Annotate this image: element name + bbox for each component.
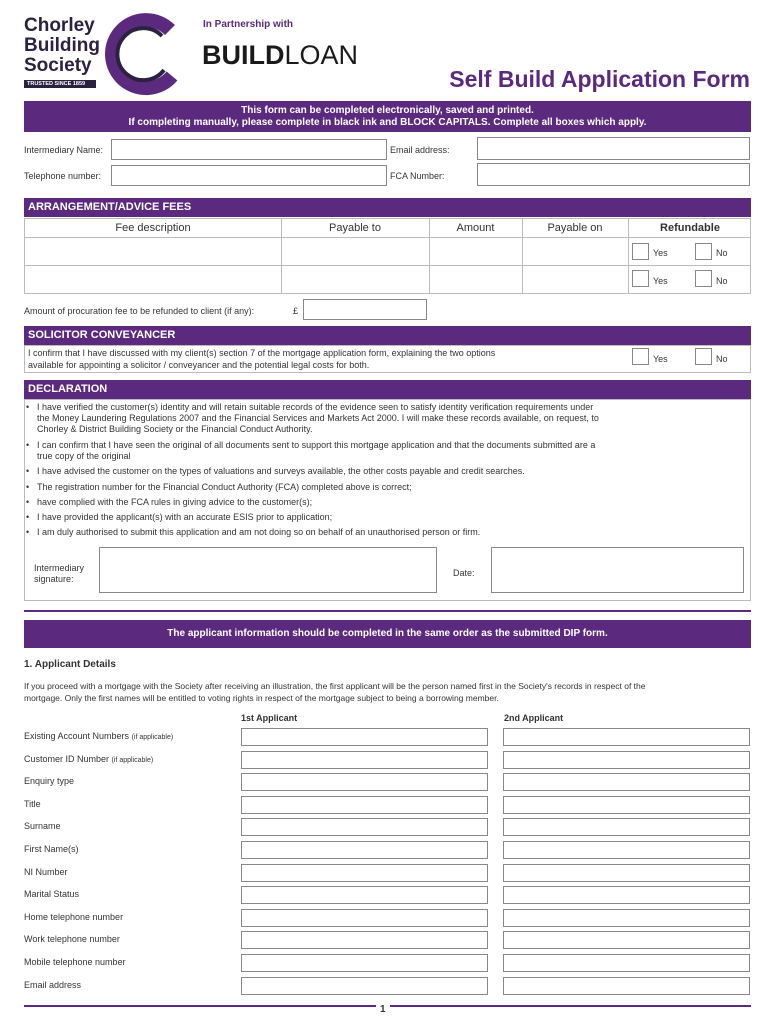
solicitor-no-label: No (716, 354, 728, 364)
applicant-text1: If you proceed with a mortgage with the Society after receiving an illustration, the first applicant will be the person named first in the Society's records in respect of the (24, 681, 646, 691)
fee-row1-no-label: No (716, 248, 728, 258)
currency-symbol: £ (293, 306, 299, 316)
applicant-row-note: (if applicable) (111, 756, 154, 764)
fee-row2-yes-checkbox[interactable] (632, 270, 649, 287)
email-label: Email address: (390, 145, 450, 155)
applicant-row-label-text: Customer ID Number (24, 753, 110, 764)
fees-heading (24, 198, 751, 217)
intro-line1: This form can be completed electronically, saved and printed. (241, 105, 534, 116)
solicitor-text1: I confirm that I have discussed with my client(s) section 7 of the mortgage application form, explaining the two options (28, 348, 496, 358)
fee-row2-no-label: No (716, 276, 728, 286)
buildloan-logo (202, 40, 358, 71)
declaration-heading (24, 380, 751, 399)
fca-number-input[interactable] (477, 163, 750, 186)
fee-row2-no-checkbox[interactable] (695, 270, 712, 287)
applicant-row-label-text: NI Number (24, 866, 68, 877)
applicant1-input[interactable] (241, 931, 488, 949)
partnership-label: In Partnership with (203, 19, 294, 30)
applicant-row-label (24, 799, 41, 809)
applicant-row-note: (if applicable) (131, 734, 174, 741)
solicitor-yes-checkbox[interactable] (632, 348, 649, 365)
applicant-row-label (24, 957, 126, 967)
applicant-row-label (24, 776, 74, 786)
applicant2-input[interactable] (503, 773, 750, 791)
chorley-logo (24, 16, 184, 92)
declaration-item-2-line1: • I can confirm that I have seen the original of all documents sent to support this mortgage application and that the documents submitted are a (37, 440, 596, 450)
applicant-banner-text: The applicant information should be completed in the same order as the submitted DIP form. (167, 628, 608, 639)
declaration-item-6-line1: • I have provided the applicant(s) with an accurate ESIS prior to application; (37, 512, 333, 522)
applicant-row-label (24, 821, 61, 831)
declaration-item-2-line2: true copy of the original (37, 451, 131, 461)
applicant-row-label-text: First Name(s) (24, 844, 79, 854)
fca-number-label: FCA Number: (390, 171, 445, 181)
logo-line3: Society (24, 55, 92, 76)
fee-row2-yes-label: Yes (653, 276, 668, 286)
fees-divider-row (25, 265, 750, 266)
fees-divider-header (25, 237, 750, 238)
fee-row1-yes-label: Yes (653, 248, 668, 258)
signature-label-line1: Intermediary (34, 563, 85, 573)
date-label: Date: (453, 568, 475, 578)
declaration-divider (24, 610, 751, 612)
applicant-row-label-text: Title (24, 798, 41, 809)
applicant1-input[interactable] (241, 773, 488, 791)
fee-row1-yes-checkbox[interactable] (632, 243, 649, 260)
applicant-row-label-text: Existing Account Numbers (24, 731, 130, 741)
applicant-row-label-text: Marital Status (24, 889, 80, 900)
logo-c-mark-icon (100, 12, 186, 98)
applicant2-input[interactable] (503, 841, 750, 859)
applicant2-input[interactable] (503, 977, 750, 995)
fees-vdivider-1 (281, 219, 282, 293)
applicant-row-label-text: Enquiry type (24, 776, 75, 787)
page-number: 1 (376, 1004, 390, 1015)
col-1st-applicant: 1st Applicant (241, 713, 298, 723)
col-payable-on: Payable on (547, 222, 603, 234)
declaration-item-6 (28, 512, 718, 523)
col-fee-description: Fee description (115, 222, 191, 234)
applicant-row-label (24, 912, 123, 922)
applicant-row-label (24, 934, 120, 944)
applicant1-input[interactable] (241, 909, 488, 927)
page-title: Self Build Application Form (449, 66, 750, 92)
fees-heading-text: ARRANGEMENT/ADVICE FEES (28, 201, 192, 213)
email-input[interactable] (477, 137, 750, 160)
declaration-item-4 (28, 482, 718, 493)
procuration-label: Amount of procuration fee to be refunded to client (if any): (24, 306, 255, 316)
applicant1-input[interactable] (241, 841, 488, 859)
fees-vdivider-4 (628, 219, 629, 293)
applicant2-input[interactable] (503, 886, 750, 904)
col-refundable: Refundable (660, 222, 720, 234)
applicant2-input[interactable] (503, 909, 750, 927)
logo-line2: Building (24, 35, 100, 56)
buildloan-light: LOAN (284, 40, 359, 70)
applicant1-input[interactable] (241, 977, 488, 995)
declaration-heading-text: DECLARATION (28, 383, 108, 395)
telephone-label: Telephone number: (24, 171, 102, 181)
applicant2-input[interactable] (503, 864, 750, 882)
logo-text (24, 16, 100, 76)
applicant2-input[interactable] (503, 796, 750, 814)
applicant2-input[interactable] (503, 954, 750, 972)
applicant1-input[interactable] (241, 864, 488, 882)
applicant2-input[interactable] (503, 751, 750, 769)
declaration-item-3 (28, 466, 718, 477)
intermediary-name-label: Intermediary Name: (24, 145, 104, 155)
declaration-item-2 (28, 440, 718, 462)
logo-tagline: TRUSTED SINCE 1859 (24, 80, 96, 88)
col-payable-to: Payable to (329, 222, 381, 234)
intermediary-name-input[interactable] (111, 139, 387, 160)
applicant-row-label (24, 731, 173, 741)
declaration-item-7 (28, 527, 718, 538)
declaration-item-4-line1: • The registration number for the Financial Conduct Authority (FCA) completed above is correct; (37, 482, 412, 492)
applicant1-input[interactable] (241, 818, 488, 836)
declaration-item-1 (28, 402, 718, 435)
applicant2-input[interactable] (503, 728, 750, 746)
applicant-row-label-text: Home telephone number (24, 911, 124, 922)
applicant-row-label (24, 754, 153, 764)
declaration-item-1-line1: • I have verified the customer(s) identity and will retain suitable records of the evidence seen to satisfy identity verification requirements under (37, 402, 594, 412)
applicant2-input[interactable] (503, 818, 750, 836)
declaration-item-7-line1: • I am duly authorised to submit this application and am not doing so on behalf of an unauthorised person or firm. (37, 527, 481, 537)
applicant-row-label (24, 844, 79, 854)
solicitor-text2: available for appointing a solicitor / conveyancer and the potential legal costs for both. (28, 360, 370, 370)
fees-vdivider-3 (522, 219, 523, 293)
declaration-item-1-line3: Chorley & District Building Society or the Financial Conduct Authority. (37, 424, 313, 434)
procuration-amount-input[interactable] (303, 299, 427, 320)
applicant1-input[interactable] (241, 886, 488, 904)
fees-vdivider-2 (429, 219, 430, 293)
solicitor-heading-text: SOLICITOR CONVEYANCER (28, 329, 176, 341)
applicant-banner (24, 620, 751, 648)
declaration-item-5 (28, 497, 718, 508)
telephone-input[interactable] (111, 165, 387, 186)
date-input[interactable] (491, 547, 744, 593)
solicitor-yes-label: Yes (653, 354, 668, 364)
applicant-row-label-text: Mobile telephone number (24, 957, 126, 967)
signature-label-line2: signature: (34, 574, 74, 584)
applicant1-input[interactable] (241, 954, 488, 972)
buildloan-bold: BUILD (202, 40, 285, 70)
applicant-row-label (24, 889, 79, 899)
applicant1-input[interactable] (241, 796, 488, 814)
col-amount: Amount (456, 222, 495, 234)
declaration-item-3-line1: • I have advised the customer on the types of valuations and surveys available, the other costs payable and credit searches. (37, 466, 525, 476)
declaration-item-5-line1: • have complied with the FCA rules in giving advice to the customer(s); (37, 497, 313, 507)
solicitor-no-checkbox[interactable] (695, 348, 712, 365)
applicant-row-label-text: Surname (24, 821, 61, 832)
applicant-details-heading: 1. Applicant Details (24, 659, 116, 670)
solicitor-heading (24, 326, 751, 345)
applicant-row-label (24, 867, 68, 877)
applicant1-input[interactable] (241, 728, 488, 746)
fee-row1-no-checkbox[interactable] (695, 243, 712, 260)
signature-input[interactable] (99, 547, 437, 593)
applicant2-input[interactable] (503, 931, 750, 949)
intro-banner (24, 101, 751, 132)
applicant1-input[interactable] (241, 751, 488, 769)
applicant-row-label-text: Work telephone number (24, 934, 120, 945)
col-2nd-applicant: 2nd Applicant (504, 713, 564, 723)
logo-line1: Chorley (24, 15, 95, 36)
applicant-row-label (24, 980, 81, 990)
applicant-row-label-text: Email address (24, 979, 82, 990)
intro-line2: If completing manually, please complete in black ink and BLOCK CAPITALS. Complete all boxes which apply. (128, 117, 647, 128)
declaration-item-1-line2: the Money Laundering Regulations 2007 and the Financial Services and Markets Act 2000. I will make these records available, on request, to (37, 413, 599, 423)
applicant-text2: mortgage. Only the first names will be entitled to voting rights in respect of the mortgage subject to being a borrowing member. (24, 693, 499, 703)
